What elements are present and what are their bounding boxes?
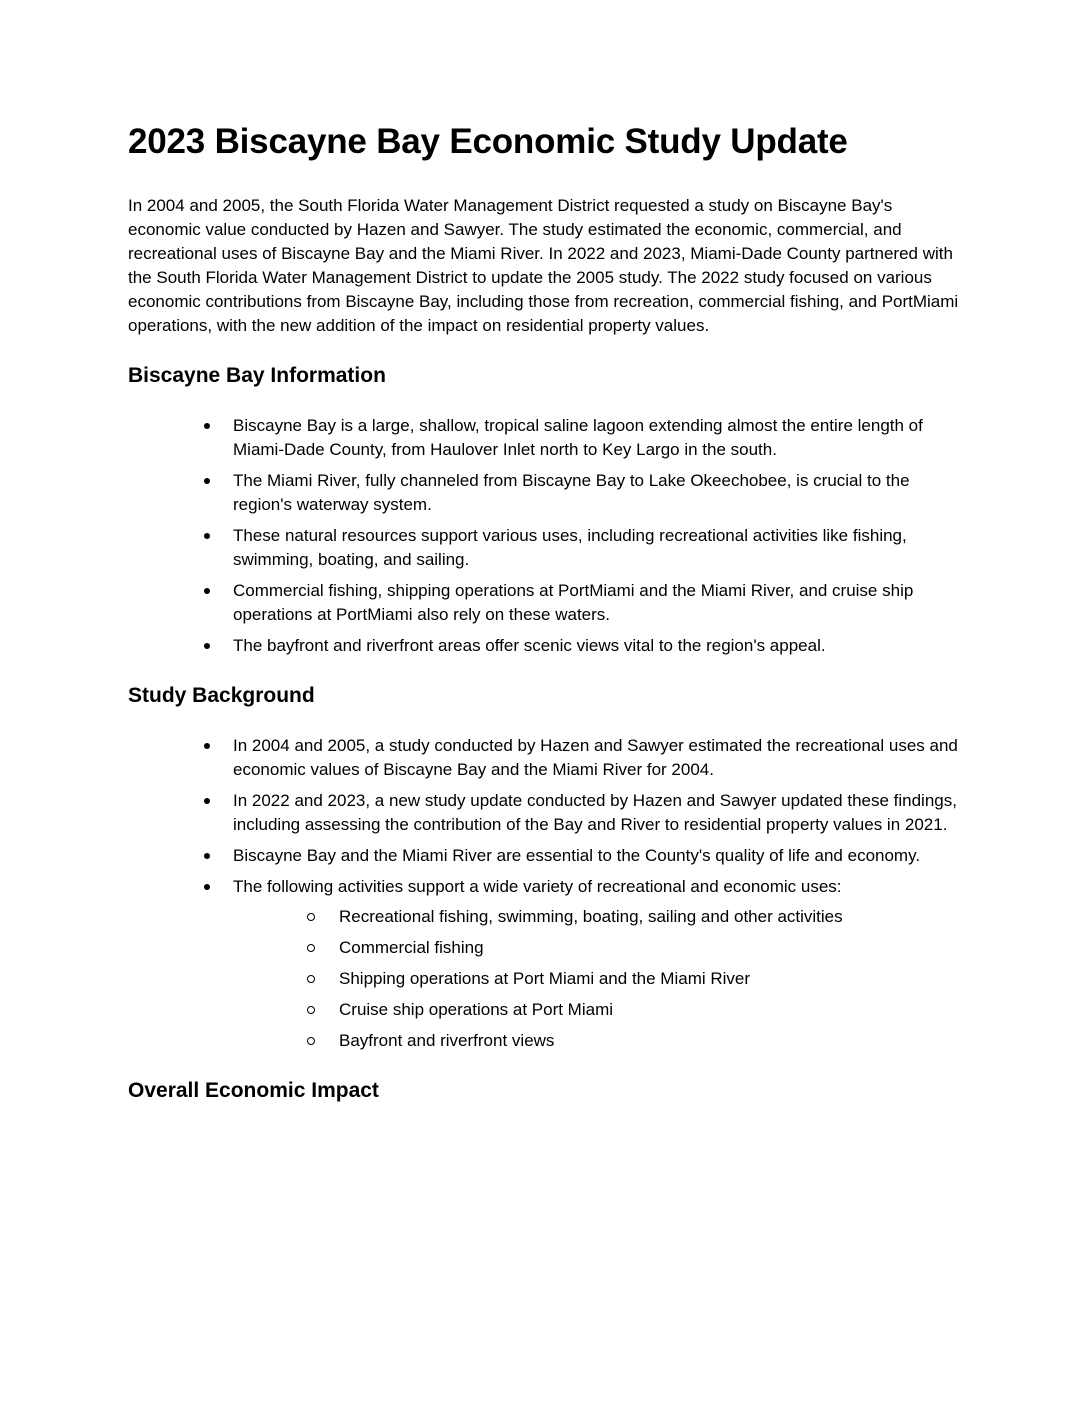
list-item-text: The bayfront and riverfront areas offer scenic views vital to the region's appeal. <box>233 636 826 655</box>
list-item <box>233 469 960 517</box>
bullet-icon <box>204 798 210 804</box>
list-item-text: Biscayne Bay and the Miami River are essential to the County's quality of life and economy. <box>233 846 921 865</box>
list-item-text: The Miami River, fully channeled from Biscayne Bay to Lake Okeechobee, is crucial to the region's waterway system. <box>233 471 910 514</box>
sub-list-item-text: Cruise ship operations at Port Miami <box>339 1000 614 1019</box>
list-item-text: The following activities support a wide variety of recreational and economic uses: <box>233 877 842 896</box>
biscayne-bay-information-list <box>128 414 960 658</box>
hollow-circle-bullet-icon <box>307 1037 315 1045</box>
sub-list-item-text: Bayfront and riverfront views <box>339 1031 555 1050</box>
sub-list-item <box>339 905 960 929</box>
bullet-icon <box>204 884 210 890</box>
list-item <box>233 634 960 658</box>
sub-list-item <box>339 936 960 960</box>
list-item <box>233 524 960 572</box>
sub-list-item-text: Commercial fishing <box>339 938 484 957</box>
list-item <box>233 789 960 837</box>
sub-list-item <box>339 1029 960 1053</box>
list-item <box>233 579 960 627</box>
bullet-icon <box>204 588 210 594</box>
list-item-text: In 2022 and 2023, a new study update conducted by Hazen and Sawyer updated these findings, including assessing the contribution of the Bay and River to residential property values in 2021. <box>233 791 957 834</box>
section-heading-study-background: Study Background <box>128 684 315 707</box>
sub-list-item-text: Recreational fishing, swimming, boating, sailing and other activities <box>339 907 843 926</box>
study-background-list <box>128 734 960 1053</box>
list-item-text: Commercial fishing, shipping operations at PortMiami and the Miami River, and cruise ship operations at PortMiami also rely on these waters. <box>233 581 914 624</box>
hollow-circle-bullet-icon <box>307 944 315 952</box>
list-item <box>233 414 960 462</box>
list-item-text: Biscayne Bay is a large, shallow, tropical saline lagoon extending almost the entire length of Miami-Dade County, from Haulover Inlet north to Key Largo in the south. <box>233 416 923 459</box>
bullet-icon <box>204 478 210 484</box>
section-heading-biscayne-bay-information: Biscayne Bay Information <box>128 364 386 387</box>
list-item <box>233 875 960 1053</box>
sub-list-item <box>339 998 960 1022</box>
bullet-icon <box>204 533 210 539</box>
bullet-icon <box>204 743 210 749</box>
bullet-icon <box>204 423 210 429</box>
bullet-icon <box>204 643 210 649</box>
list-item <box>233 734 960 782</box>
hollow-circle-bullet-icon <box>307 975 315 983</box>
hollow-circle-bullet-icon <box>307 913 315 921</box>
activities-sub-list <box>339 905 960 1053</box>
hollow-circle-bullet-icon <box>307 1006 315 1014</box>
list-item-text: These natural resources support various uses, including recreational activities like fishing, swimming, boating, and sailing. <box>233 526 907 569</box>
sub-list-item <box>339 967 960 991</box>
bullet-icon <box>204 853 210 859</box>
sub-list-item-text: Shipping operations at Port Miami and the Miami River <box>339 969 751 988</box>
document-title: 2023 Biscayne Bay Economic Study Update <box>128 122 848 161</box>
intro-paragraph: In 2004 and 2005, the South Florida Water Management District requested a study on Biscayne Bay's economic value conducted by Hazen and Sawyer. The study estimated the economic, commercial, and recreational uses of Biscayne Bay and the Miami River. In 2022 and 2023, Miami-Dade County partnered with the South Florida Water Management District to update the 2005 study. The 2022 study focused on various economic contributions from Biscayne Bay, including those from recreation, commercial fishing, and PortMiami operations, with the new addition of the impact on residential property values. <box>128 196 959 335</box>
list-item-text: In 2004 and 2005, a study conducted by Hazen and Sawyer estimated the recreational uses and economic values of Biscayne Bay and the Miami River for 2004. <box>233 736 958 779</box>
list-item <box>233 844 960 868</box>
section-heading-overall-economic-impact: Overall Economic Impact <box>128 1079 379 1102</box>
